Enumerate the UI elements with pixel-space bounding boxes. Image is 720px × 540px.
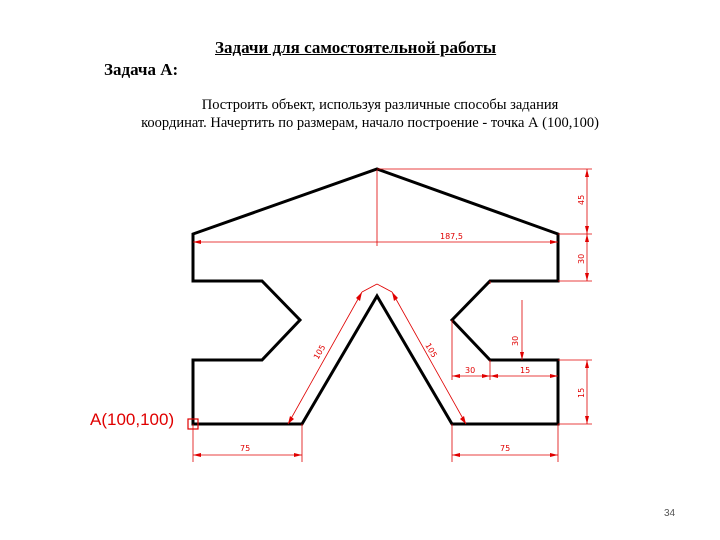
dim-slot-depth: 30 [511,335,520,346]
dim-base-right: 75 [500,444,511,453]
dim-right-leg: 105 [423,341,439,360]
dim-width-top: 187,5 [440,232,463,241]
part-outline [193,169,558,424]
dim-left-leg: 105 [311,343,328,361]
slide-title: Задачи для самостоятельной работы [215,38,497,57]
description-line-1: Построить объект, используя различные способы задания [201,97,559,113]
description-line-2: координат. Начертить по размерам, начало построение - точка А (100,100) [141,115,599,131]
dim-foot-height: 15 [577,387,586,398]
dim-notch-30: 30 [465,366,476,375]
dim-side-height: 30 [577,253,586,264]
dim-peak-height: 45 [577,194,586,205]
page-number: 34 [664,508,676,519]
task-label: Задача А: [104,60,179,79]
origin-label: A(100,100) [90,410,175,429]
dim-notch-15: 15 [520,366,531,375]
dim-base-left: 75 [240,444,251,453]
